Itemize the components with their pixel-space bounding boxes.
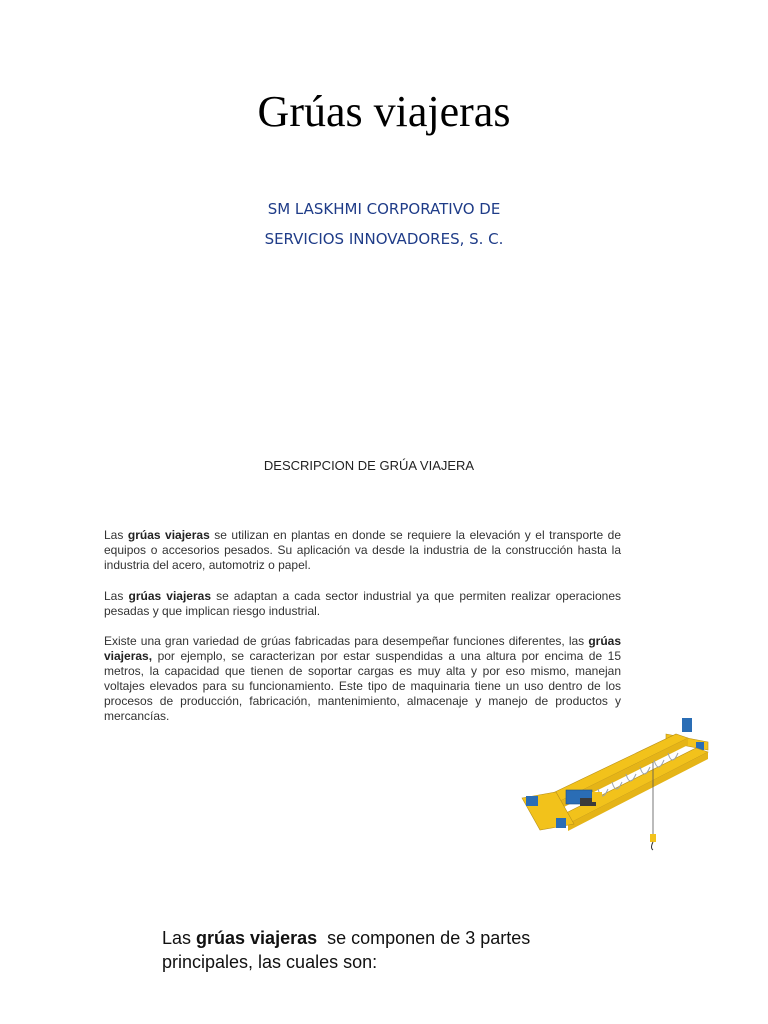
paragraph-1-pre: Las	[104, 528, 128, 542]
closing-post: se componen de 3 partes principales, las cuales son:	[162, 928, 536, 972]
paragraph-1	[104, 528, 621, 573]
overhead-crane-image	[516, 712, 716, 857]
closing-bold: grúas viajeras	[196, 928, 318, 948]
closing-text	[162, 926, 582, 974]
closing-pre: Las	[162, 928, 197, 948]
paragraph-1-post: se utilizan en plantas en donde se requiere la elevación y el transporte de equipos o accesorios pesados. Su aplicación va desde la industria de la construcción hasta la industria del acero, automotriz o papel.	[104, 528, 622, 572]
paragraph-3	[104, 634, 621, 724]
paragraph-3-pre: Existe una gran variedad de grúas fabricadas para desempeñar funciones diferentes, las	[104, 634, 589, 648]
paragraph-2-post: se adaptan a cada sector industrial ya que permiten realizar operaciones pesadas y que implican riesgo industrial.	[104, 589, 621, 618]
paragraph-2-pre: Las	[104, 589, 129, 603]
company-name	[0, 194, 768, 254]
section-heading: DESCRIPCION DE GRÚA VIAJERA	[263, 458, 475, 473]
company-name-line-1: SM LASKHMI CORPORATIVO DE	[267, 200, 501, 218]
document-title: Grúas viajeras	[257, 87, 511, 136]
paragraph-3-post: por ejemplo, se caracterizan por estar suspendidas a una altura por encima de 15 metros, la capacidad que tienen de soportar cargas es muy alta y por eso mismo, manejan voltajes elevados para su funcionamiento. Este tipo de maquinaria tiene un uso dentro de los procesos de producción, fabricación, mantenimiento, almacenaje y manejo de productos y mercancías.	[104, 649, 621, 723]
paragraph-1-bold: grúas viajeras	[127, 528, 210, 542]
company-name-line-2: SERVICIOS INNOVADORES, S. C.	[264, 230, 504, 248]
paragraph-2-bold: grúas viajeras	[128, 589, 211, 603]
paragraph-3-bold: grúas viajeras,	[104, 634, 621, 663]
paragraph-2	[104, 589, 621, 619]
